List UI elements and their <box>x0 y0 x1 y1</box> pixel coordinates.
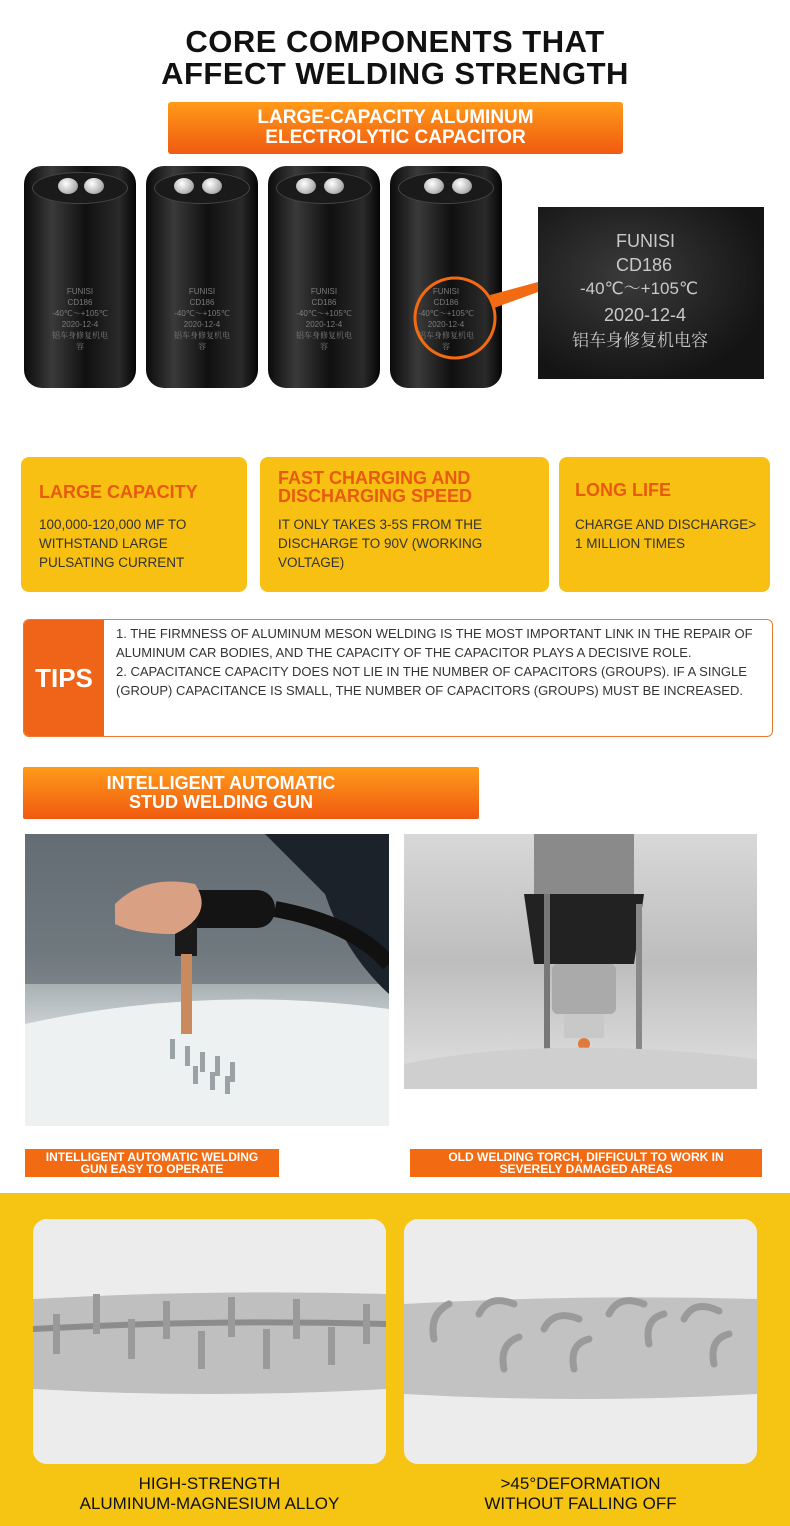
caption-right: OLD WELDING TORCH, DIFFICULT TO WORK IN SEVERELY DAMAGED AREAS <box>410 1149 762 1177</box>
banner-line1: INTELLIGENT AUTOMATIC <box>106 773 336 793</box>
straight-studs-photo <box>33 1219 386 1464</box>
feature-title: LARGE CAPACITY <box>39 482 198 502</box>
bottom-caption-left: HIGH-STRENGTH ALUMINUM-MAGNESIUM ALLOY <box>79 1474 340 1513</box>
tips-label: TIPS <box>24 620 104 736</box>
capacitor-print-1: FUNISI CD186 -40℃～+105℃ 2020-12-4 铝车身修复机电容 <box>52 287 108 351</box>
feature-title-line2: DISCHARGING SPEED <box>278 486 473 506</box>
capacitor-print-3: FUNISI CD186 -40℃～+105℃ 2020-12-4 铝车身修复机电容 <box>296 287 352 351</box>
capacitor-print-4: FUNISI CD186 -40℃～+105℃ 2020-12-4 铝车身修复机电容 <box>418 287 474 351</box>
tips-line2: 2. CAPACITANCE CAPACITY DOES NOT LIE IN THE NUMBER OF CAPACITORS (GROUPS). IF A SINGLE (GROUP) CAPACITANCE IS SMALL, THE NUMBER OF CAPACITORS (GROUPS) MUST BE INCREASED. <box>116 664 747 698</box>
zoom-callout-icon <box>400 200 540 370</box>
zoom-date: 2020-12-4 <box>604 305 687 325</box>
capacitor-print-2: FUNISI CD186 -40℃～+105℃ 2020-12-4 铝车身修复机电容 <box>174 287 230 351</box>
banner-line2: STUD WELDING GUN <box>129 792 313 812</box>
welding-gun-photo <box>25 834 389 1126</box>
capacitor-section-banner <box>168 102 623 154</box>
banner-line2: ELECTROLYTIC CAPACITOR <box>265 127 526 148</box>
capacitor-image-3 <box>268 166 380 388</box>
banner-line1: LARGE-CAPACITY ALUMINUM <box>257 107 534 128</box>
capacitor-zoom-image <box>538 207 764 379</box>
welding-gun-section-banner <box>23 767 479 819</box>
zoom-chinese: 铝车身修复机电容 <box>572 331 708 350</box>
zoom-temp: -40℃～+105℃ <box>580 279 699 298</box>
feature-title-line1: FAST CHARGING AND <box>278 468 471 488</box>
page-title-line1: CORE COMPONENTS THAT <box>185 24 605 59</box>
feature-title: LONG LIFE <box>575 480 671 500</box>
feature-desc: 100,000-120,000 ΜF TO WITHSTAND LARGE PULSATING CURRENT <box>39 517 187 570</box>
feature-desc: CHARGE AND DISCHARGE> 1 MILLION TIMES <box>575 517 757 551</box>
bent-studs-photo <box>404 1219 757 1464</box>
old-torch-photo <box>404 834 757 1089</box>
tips-box <box>23 619 773 737</box>
tips-text <box>116 624 766 700</box>
bottom-caption-right: >45°DEFORMATION WITHOUT FALLING OFF <box>484 1474 677 1513</box>
caption-left: INTELLIGENT AUTOMATIC WELDING GUN EASY TO OPERATE <box>25 1149 279 1177</box>
zoom-model: CD186 <box>616 255 673 275</box>
tips-line1: 1. THE FIRMNESS OF ALUMINUM MESON WELDING IS THE MOST IMPORTANT LINK IN THE REPAIR OF ALUMINUM CAR BODIES, AND THE CAPACITY OF THE CAPACITOR PLAYS A DECISIVE ROLE. <box>116 626 753 660</box>
feature-card-long-life <box>559 457 770 592</box>
feature-card-charging-speed <box>260 457 549 592</box>
zoom-brand: FUNISI <box>616 231 676 251</box>
feature-card-large-capacity <box>21 457 247 592</box>
page-title-line2: AFFECT WELDING STRENGTH <box>161 56 629 91</box>
feature-desc: IT ONLY TAKES 3-5S FROM THE DISCHARGE TO 90V (WORKING VOLTAGE) <box>278 517 483 570</box>
capacitor-image-1 <box>24 166 136 388</box>
capacitor-image-2 <box>146 166 258 388</box>
